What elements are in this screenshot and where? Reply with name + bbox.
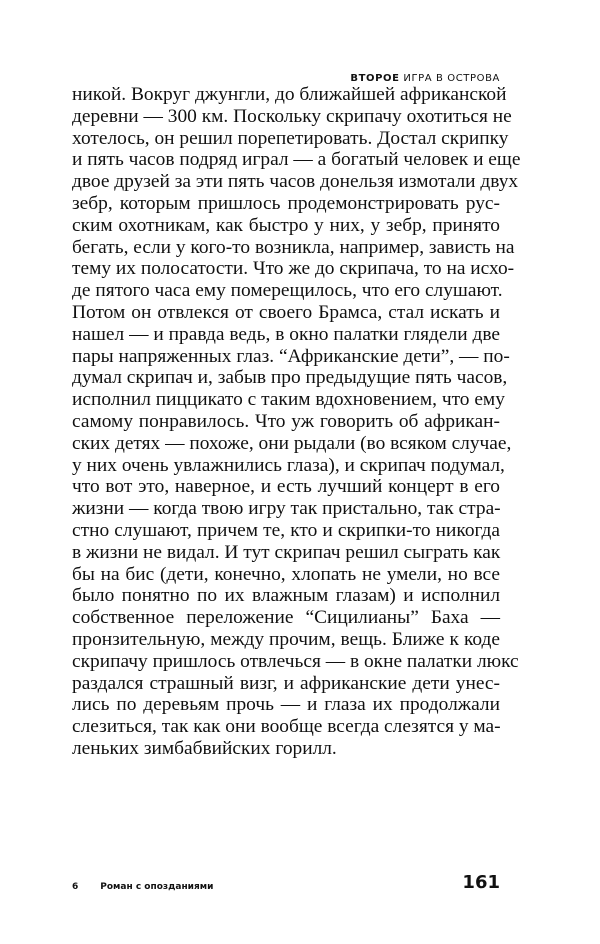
- text-line: пронзительную, между прочим, вещь. Ближе к коде: [72, 628, 500, 650]
- text-line: де пятого часа ему померещилось, что его слушают.: [72, 280, 503, 302]
- text-line: бегать, если у кого-то возникла, например, зависть на: [72, 236, 515, 258]
- text-line: исполнил пиццикато с таким вдохновением, что ему: [72, 389, 505, 411]
- text-line: слезиться, так как они вообще всегда слезятся у ма-: [72, 716, 501, 738]
- text-line: самому понравилось. Что уж говорить об африкан-: [72, 410, 500, 432]
- text-line: стно слушают, причем те, кто и скрипки-то никогда: [72, 519, 500, 541]
- text-line: пары напряженных глаз. “Африканские дети”, — по-: [72, 345, 510, 367]
- running-header-title: ИГРА В ОСТРОВА: [403, 73, 500, 84]
- page-number: 161: [462, 872, 500, 893]
- footer: [72, 882, 235, 892]
- text-line: зебр, которым пришлось продемонстрировать рус-: [72, 192, 500, 214]
- footer-chapter-number: 6: [72, 882, 79, 892]
- text-line: ских детях — похоже, они рыдали (во всяком случае,: [72, 432, 512, 454]
- text-line: никой. Вокруг джунгли, до ближайшей африканской: [72, 84, 507, 105]
- text-line: жизни — когда твою игру так пристально, так стра-: [72, 498, 501, 520]
- text-line: нашел — и правда ведь, в окно палатки глядели две: [72, 323, 500, 345]
- text-line: было понятно по их влажным глазам) и исполнил: [72, 585, 500, 607]
- text-line: скрипачу пришлось отвлечься — в окне палатки люкс: [72, 650, 519, 672]
- running-header-bold: ВТОРОЕ: [350, 73, 400, 84]
- text-line: деревни — 300 км. Поскольку скрипачу охотиться не: [72, 105, 512, 127]
- text-line: леньких зимбабвийских горилл.: [72, 737, 337, 759]
- text-line: думал скрипач и, забыв про предыдущие пять часов,: [72, 367, 508, 389]
- footer-book-title: Роман с опозданиями: [100, 882, 214, 892]
- text-line: ским охотникам, как быстро у них, у зебр, принято: [72, 214, 500, 236]
- text-line: двое друзей за эти пять часов донельзя измотали двух: [72, 171, 519, 193]
- text-line: Потом он отвлекся от своего Брамса, стал искать и: [72, 301, 500, 323]
- text-line: хотелось, он решил порепетировать. Достал скрипку: [72, 127, 509, 149]
- text-line: в жизни не видал. И тут скрипач решил сыграть как: [72, 541, 501, 563]
- text-line: тему их полосатости. Что же до скрипача, то на исхо-: [72, 258, 515, 280]
- running-header: [350, 73, 500, 84]
- text-line: у них очень увлажнились глаза), и скрипач подумал,: [72, 454, 505, 476]
- body-text: [72, 84, 521, 760]
- text-line: и пять часов подряд играл — а богатый человек и еще: [72, 149, 521, 171]
- text-line: бы на бис (дети, конечно, хлопать не умели, но все: [72, 563, 500, 585]
- text-line: собственное переложение “Сицилианы” Баха —: [72, 607, 500, 629]
- text-line: лись по деревьям прочь — и глаза их продолжали: [72, 694, 500, 716]
- text-line: раздался страшный визг, и африканские дети унес-: [72, 672, 500, 694]
- text-line: что вот это, наверное, и есть лучший концерт в его: [72, 476, 500, 498]
